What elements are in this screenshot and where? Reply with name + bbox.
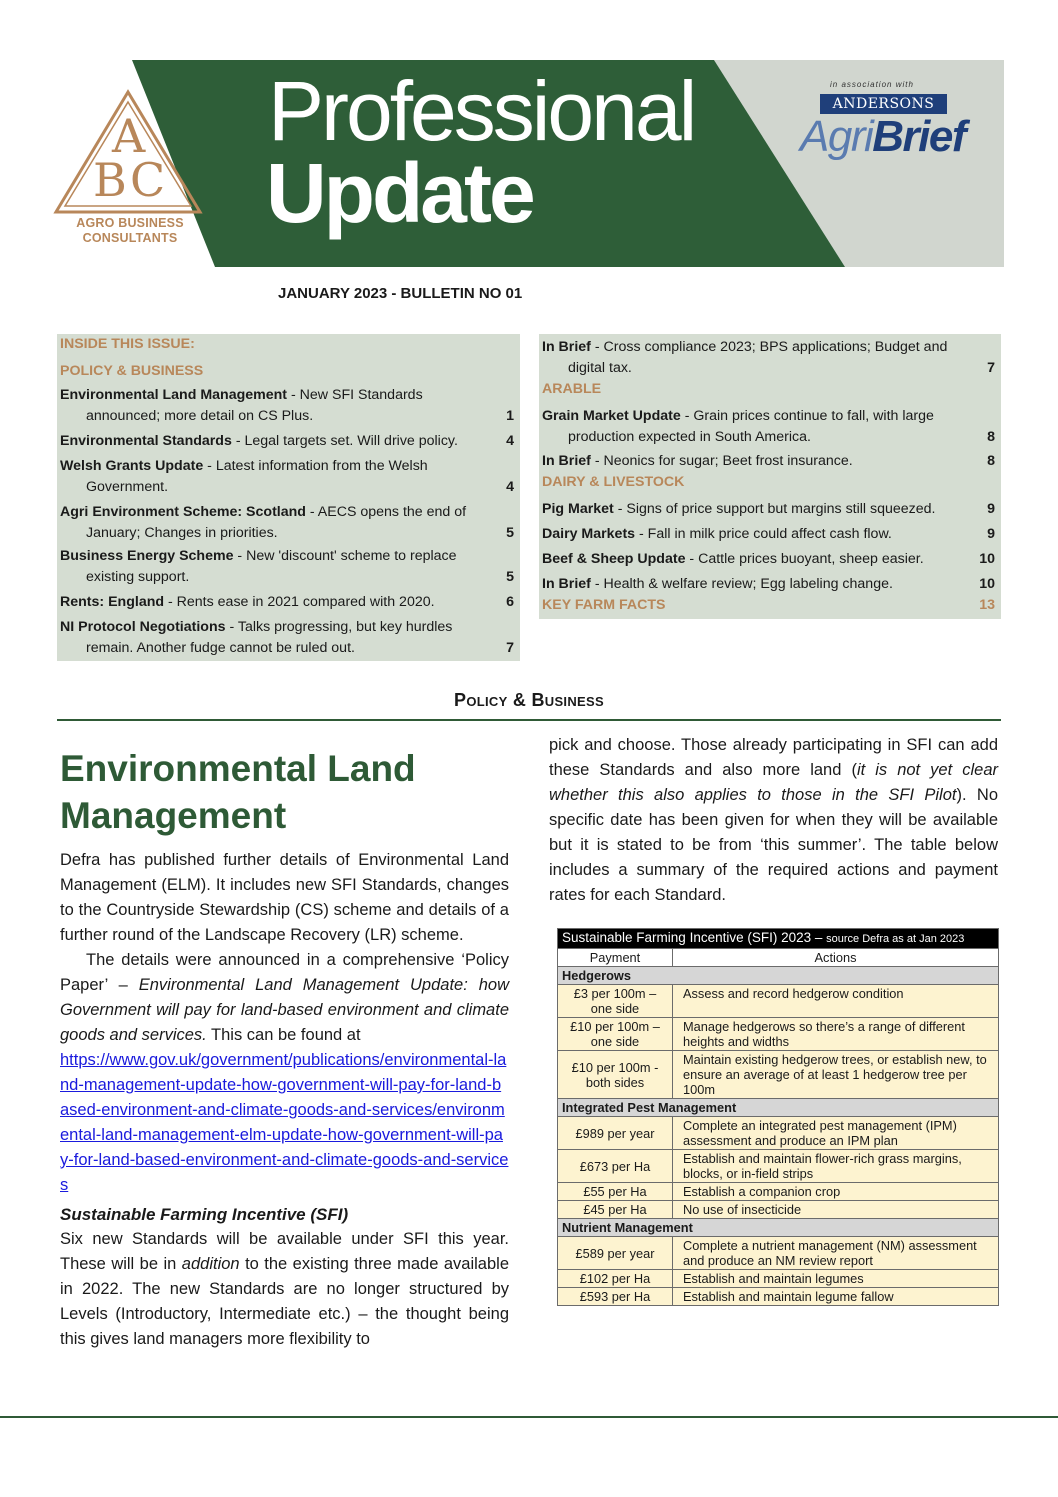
paragraph-italic: addition	[181, 1255, 240, 1273]
article-paragraph	[60, 1227, 509, 1352]
agribrief-part2: Brief	[872, 112, 965, 161]
paragraph-text: This can be found at	[206, 1026, 361, 1044]
toc-item-sep: -	[590, 339, 604, 355]
table-row	[558, 1237, 999, 1270]
toc-item[interactable]	[539, 524, 1001, 545]
toc-item-title: Pig Market	[542, 501, 614, 517]
sfi-action-cell: Establish and maintain flower-rich grass margins, blocks, or in-field strips	[673, 1150, 999, 1183]
toc-item-title: Dairy Markets	[542, 526, 636, 542]
toc-item-keyfacts[interactable]	[539, 595, 1001, 616]
toc-item-title: NI Protocol Negotiations	[60, 619, 226, 635]
article-paragraph	[60, 948, 509, 1048]
table-row	[558, 1150, 999, 1183]
toc-item-desc: Health & welfare review; Egg labeling change.	[603, 576, 893, 592]
toc-item-sep: -	[287, 387, 300, 403]
paragraph-text: pick and choose. Those already participating in SFI can add these Standards and also more land (	[549, 736, 998, 779]
contents-section-arable: ARABLE	[542, 381, 602, 397]
toc-item-title: In Brief	[542, 453, 591, 469]
toc-item-desc: Cross compliance 2023; BPS applications; Budget and	[603, 339, 948, 355]
toc-item-title: In Brief	[542, 576, 591, 592]
table-row	[558, 1051, 999, 1099]
contents-section-policy: POLICY & BUSINESS	[60, 363, 204, 379]
toc-item-title: Beef & Sheep Update	[542, 551, 686, 567]
toc-item-desc2: January; Changes in priorities.	[86, 525, 278, 541]
sfi-action-cell: Maintain existing hedgerow trees, or establish new, to ensure an average of at least 1 hedgerow tree per 100m	[673, 1051, 999, 1099]
toc-item-title: Environmental Standards	[60, 433, 232, 449]
toc-item-page: 5	[506, 569, 514, 585]
logo-letter-a: A	[112, 109, 146, 163]
sfi-action-cell: Establish and maintain legume fallow	[673, 1288, 999, 1306]
footer-divider	[0, 1416, 1058, 1418]
sfi-group-nutrient: Nutrient Management	[558, 1219, 999, 1237]
toc-item[interactable]	[539, 499, 1001, 520]
toc-item-sep: -	[203, 458, 216, 474]
association-label: in association with	[830, 80, 914, 89]
toc-item-desc: Grain prices continue to fall, with large	[693, 408, 934, 424]
toc-item-title: Welsh Grants Update	[60, 458, 204, 474]
sfi-payment-cell: £3 per 100m – one side	[558, 985, 673, 1018]
table-row	[558, 1201, 999, 1219]
section-divider	[57, 719, 1001, 721]
toc-item-sep: -	[164, 594, 177, 610]
toc-item-desc2: remain. Another fudge cannot be ruled out.	[86, 640, 355, 656]
paragraph-text: to the existing three made available in 2022. The new Standards are no longer structured by Levels (Introductory, Intermediate etc.) – the thought being this gives land managers more flexibility to	[60, 1255, 509, 1348]
logo-text-line1: AGRO BUSINESS	[76, 216, 184, 230]
toc-item-title: Environmental Land Management	[60, 387, 288, 403]
agribrief-part1: Agri	[800, 112, 873, 161]
toc-item-page: 10	[979, 551, 995, 567]
toc-item-sep: -	[225, 619, 238, 635]
toc-item-desc2: production expected in South America.	[568, 429, 811, 445]
toc-item-desc: New SFI Standards	[299, 387, 423, 403]
toc-item-sep: -	[635, 526, 648, 542]
toc-item-sep: -	[305, 504, 318, 520]
article-paragraph: Defra has published further details of Environmental Land Management (ELM). It includes new SFI Standards, changes to the Countryside Stewardship (CS) scheme and details of a further round of the Landscape Recovery (LR) scheme.	[60, 851, 509, 944]
toc-item[interactable]	[57, 592, 520, 613]
sfi-action-cell: Complete an integrated pest management (IPM) assessment and produce an IPM plan	[673, 1117, 999, 1150]
toc-item-desc: AECS opens the end of	[317, 504, 467, 520]
toc-item-desc2: existing support.	[86, 569, 190, 585]
toc-item-sep: -	[233, 548, 247, 564]
toc-item-desc: Latest information from the Welsh	[215, 458, 428, 474]
toc-item[interactable]	[57, 617, 520, 659]
section-heading: Policy & Business	[454, 690, 604, 710]
table-row	[558, 1288, 999, 1306]
toc-item-page: 13	[979, 597, 995, 613]
bulletin-date: JANUARY 2023 - BULLETIN NO 01	[278, 285, 523, 302]
table-row	[558, 985, 999, 1018]
paragraph-text: The details were announced in a comprehensive ‘Policy Paper’ –	[60, 951, 509, 994]
toc-item-page: 5	[506, 525, 514, 541]
sfi-payment-cell: £102 per Ha	[558, 1270, 673, 1288]
toc-item[interactable]	[539, 337, 1001, 379]
logo-text-line2: CONSULTANTS	[82, 231, 178, 245]
sfi-group-hedgerows: Hedgerows	[558, 967, 999, 985]
toc-item-page: 7	[987, 360, 995, 376]
toc-item[interactable]	[57, 546, 520, 588]
agribrief-logo	[800, 112, 965, 162]
contents-section-dairy: DAIRY & LIVESTOCK	[542, 474, 685, 490]
sfi-payment-cell: £45 per Ha	[558, 1201, 673, 1219]
toc-item-title: Grain Market Update	[542, 408, 681, 424]
article-paragraph	[549, 733, 998, 908]
toc-item-title: In Brief	[542, 339, 591, 355]
sfi-table-source: source Defra as at Jan 2023	[826, 933, 965, 945]
toc-item-desc: Legal targets set. Will drive policy.	[244, 433, 458, 449]
toc-item-page: 6	[506, 594, 514, 610]
toc-item-desc: Fall in milk price could affect cash flow.	[647, 526, 892, 542]
sfi-table-title-text: Sustainable Farming Incentive (SFI) 2023 –	[562, 930, 823, 945]
toc-item-page: 8	[987, 453, 995, 469]
masthead-title-line1: Professional	[268, 64, 695, 158]
toc-item-desc2: Government.	[86, 479, 169, 495]
toc-item-desc: Talks progressing, but key hurdles	[237, 619, 453, 635]
toc-item-desc: Cattle prices buoyant, sheep easier.	[698, 551, 924, 567]
sfi-table	[557, 928, 999, 1306]
toc-item[interactable]	[57, 431, 520, 452]
toc-item-sep: -	[590, 453, 604, 469]
toc-item-sep: -	[590, 576, 604, 592]
toc-item-page: 4	[506, 433, 514, 449]
table-row	[558, 1018, 999, 1051]
toc-item-page: 9	[987, 526, 995, 542]
toc-item-title: KEY FARM FACTS	[542, 597, 666, 613]
sfi-payment-cell: £593 per Ha	[558, 1288, 673, 1306]
logo-letter-b: B	[93, 153, 127, 207]
contents-box-right	[539, 334, 1001, 619]
sfi-table-title	[558, 929, 999, 949]
sfi-action-cell: Assess and record hedgerow condition	[673, 985, 999, 1018]
article-column-left	[60, 848, 509, 1352]
toc-item[interactable]	[539, 549, 1001, 570]
toc-item[interactable]	[539, 406, 1001, 448]
table-row	[558, 1183, 999, 1201]
sfi-action-cell: Establish and maintain legumes	[673, 1270, 999, 1288]
toc-item-desc: New 'discount' scheme to replace	[246, 548, 457, 564]
toc-item[interactable]	[539, 451, 1001, 472]
paragraph-text: ). No specific date has been given for when they will be available but it is stated to be from ‘this summer’. The table below includes a summary of the required actions and payment rates for each Standard.	[549, 786, 998, 904]
toc-item-desc: Rents ease in 2021 compared with 2020.	[176, 594, 435, 610]
contents-heading: INSIDE THIS ISSUE:	[60, 336, 195, 352]
paragraph-text: Six new Standards will be available under SFI this year. These will be in	[60, 1230, 509, 1273]
logo-letter-c: C	[130, 153, 166, 207]
toc-item-desc2: announced; more detail on CS Plus.	[86, 408, 314, 424]
paper-title-italic: Environmental Land Management Update: how Government will pay for land-based environment and climate goods and services.	[60, 976, 509, 1044]
toc-item-sep: -	[231, 433, 245, 449]
toc-item-title: Business Energy Scheme	[60, 548, 234, 564]
sfi-payment-cell: £10 per 100m - both sides	[558, 1051, 673, 1099]
sfi-action-cell: Establish a companion crop	[673, 1183, 999, 1201]
toc-item-sep: -	[613, 501, 627, 517]
toc-item-page: 9	[987, 501, 995, 517]
policy-paper-link[interactable]: https://www.gov.uk/government/publications/environmental-land-management-update-how-government-will-pay-for-land-based-environment-and-climate-goods-and-services/environmental-land-management-elm-update-how-government-will-pay-for-land-based-environment-and-climate-goods-and-services	[60, 1051, 509, 1194]
toc-item-page: 4	[506, 479, 514, 495]
toc-item[interactable]	[57, 502, 520, 544]
sfi-payment-cell: £673 per Ha	[558, 1150, 673, 1183]
toc-item[interactable]	[57, 456, 520, 498]
sfi-payment-cell: £10 per 100m – one side	[558, 1018, 673, 1051]
article-title: Environmental Land Management	[60, 748, 416, 836]
toc-item-page: 1	[506, 408, 514, 424]
toc-item-title: Rents: England	[60, 594, 165, 610]
sfi-group-ipm: Integrated Pest Management	[558, 1099, 999, 1117]
andersons-logo: ANDERSONS	[820, 94, 947, 114]
toc-item-desc: Signs of price support but margins still squeezed.	[626, 501, 936, 517]
toc-item-desc: Neonics for sugar; Beet frost insurance.	[603, 453, 853, 469]
toc-item-page: 10	[979, 576, 995, 592]
paragraph-italic: it is not yet clear whether this also applies to those in the SFI Pilot	[549, 761, 998, 804]
table-row	[558, 1117, 999, 1150]
toc-item[interactable]	[57, 385, 520, 427]
contents-box-left	[57, 334, 520, 661]
toc-item-desc2: digital tax.	[568, 360, 632, 376]
toc-item-sep: -	[680, 408, 694, 424]
toc-item-page: 7	[506, 640, 514, 656]
sfi-payment-cell: £589 per year	[558, 1237, 673, 1270]
toc-item[interactable]	[539, 574, 1001, 595]
article-column-right	[549, 733, 998, 908]
sfi-action-cell: Complete a nutrient management (NM) assessment and produce an NM review report	[673, 1237, 999, 1270]
sfi-payment-cell: £989 per year	[558, 1117, 673, 1150]
sfi-action-cell: Manage hedgerows so there’s a range of different heights and widths	[673, 1018, 999, 1051]
table-row	[558, 1270, 999, 1288]
sfi-action-cell: No use of insecticide	[673, 1201, 999, 1219]
sfi-col-payment: Payment	[558, 949, 673, 967]
sfi-payment-cell: £55 per Ha	[558, 1183, 673, 1201]
toc-item-sep: -	[685, 551, 699, 567]
masthead-title-line2: Update	[266, 146, 533, 240]
subheading-sfi: Sustainable Farming Incentive (SFI)	[60, 1205, 349, 1224]
sfi-col-actions: Actions	[673, 949, 999, 967]
toc-item-page: 8	[987, 429, 995, 445]
toc-item-title: Agri Environment Scheme: Scotland	[60, 504, 306, 520]
